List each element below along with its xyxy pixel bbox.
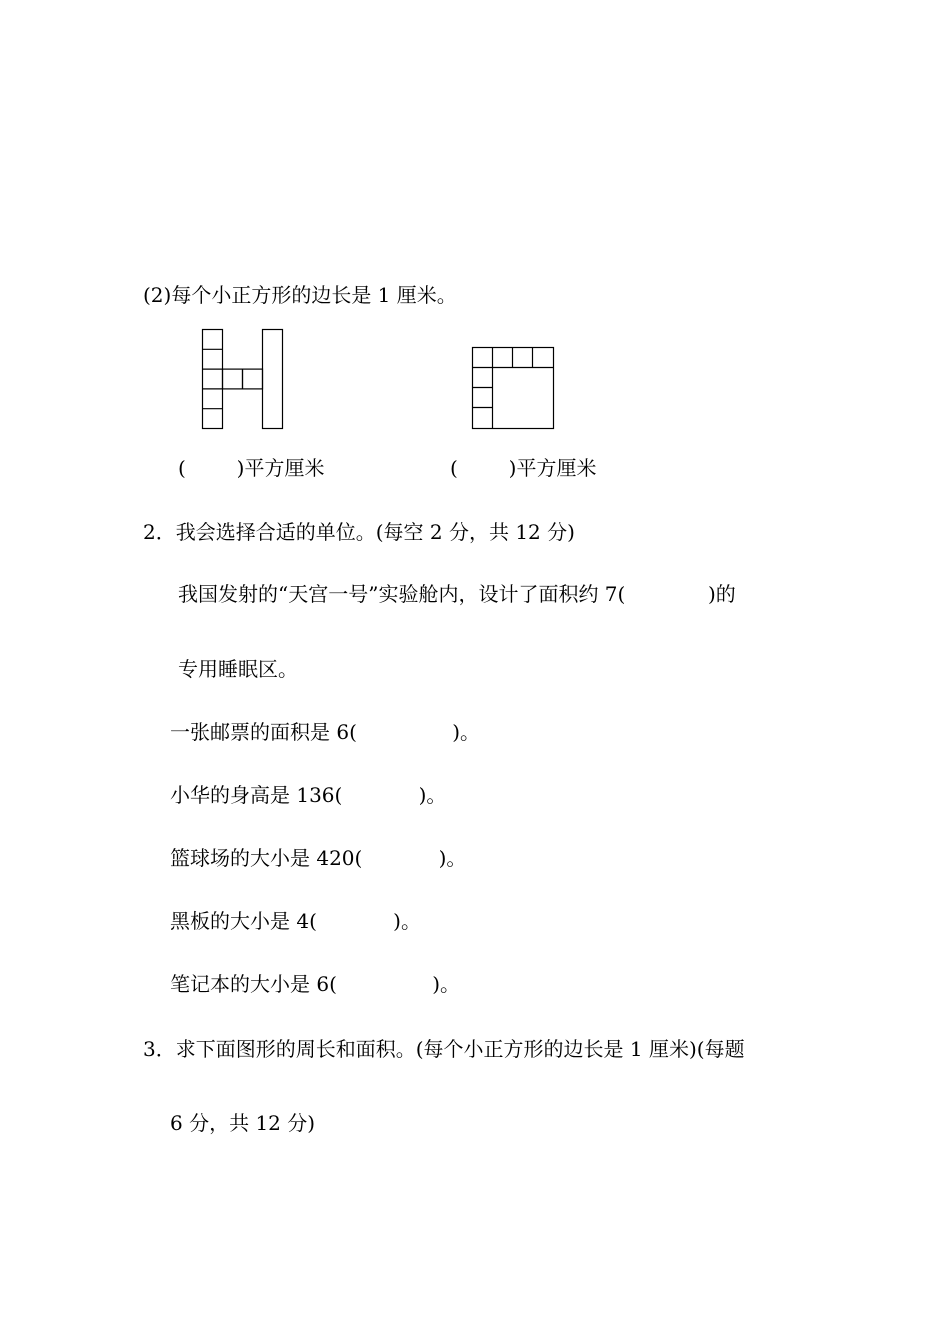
q2-item-1-cont: 专用睡眠区。	[178, 657, 298, 681]
h-figure-answer: ( )平方厘米	[178, 456, 325, 480]
square-figure	[472, 347, 555, 430]
h-shape-figure	[202, 329, 284, 430]
q3-title: 3．求下面图形的周长和面积。(每个小正方形的边长是 1 厘米)(每题	[143, 1037, 745, 1061]
q2-item-1: 我国发射的“天宫一号”实验舱内，设计了面积约 7( )的	[178, 582, 736, 606]
q2-title: 2．我会选择合适的单位。(每空 2 分，共 12 分)	[143, 520, 575, 544]
q2-item-4: 篮球场的大小是 420( )。	[170, 846, 467, 870]
q3-title-cont: 6 分，共 12 分)	[170, 1111, 316, 1135]
q2-item-6: 笔记本的大小是 6( )。	[170, 972, 461, 996]
square-figure-answer: ( )平方厘米	[450, 456, 597, 480]
q1-part2-intro: (2)每个小正方形的边长是 1 厘米。	[143, 283, 457, 307]
q2-item-5: 黑板的大小是 4( )。	[170, 909, 421, 933]
q2-item-3: 小华的身高是 136( )。	[170, 783, 447, 807]
q2-item-2: 一张邮票的面积是 6( )。	[170, 720, 481, 744]
